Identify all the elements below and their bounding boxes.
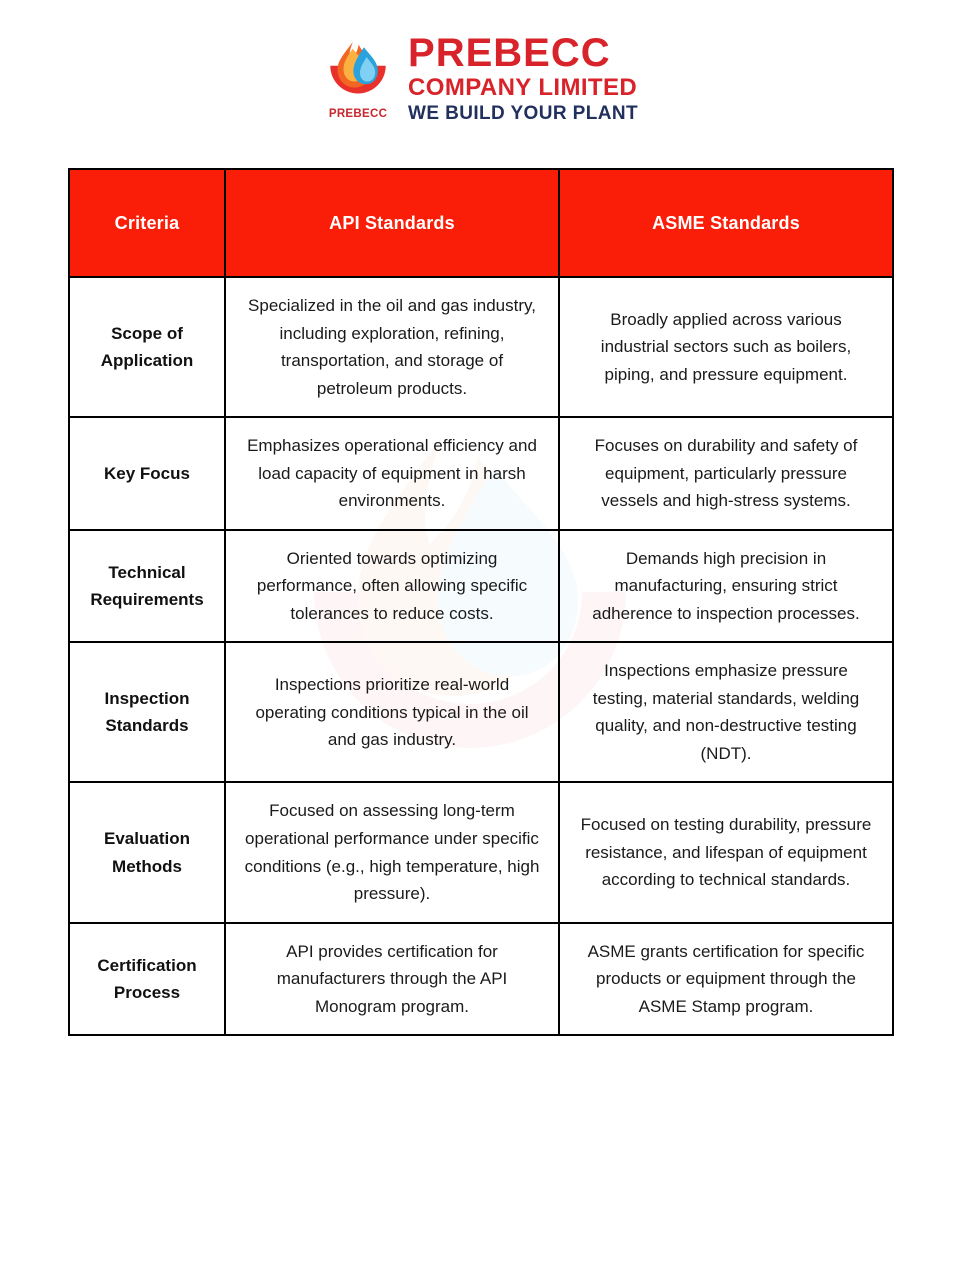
row-criteria-label: Evaluation Methods bbox=[69, 782, 225, 922]
row-asme-value: Focused on testing durability, pressure resistance, and lifespan of equipment according to technical standards. bbox=[559, 782, 893, 922]
table-row bbox=[69, 417, 893, 530]
table-header-row bbox=[69, 169, 893, 277]
logo-mark-caption: PREBECC bbox=[328, 108, 388, 120]
flame-droplet-icon bbox=[322, 40, 394, 120]
row-criteria-label: Certification Process bbox=[69, 923, 225, 1036]
row-api-value: Focused on assessing long-term operational performance under specific conditions (e.g., high temperature, high pressure). bbox=[225, 782, 559, 922]
row-criteria-label: Scope of Application bbox=[69, 277, 225, 417]
row-api-value: API provides certification for manufacturers through the API Monogram program. bbox=[225, 923, 559, 1036]
table-body bbox=[69, 277, 893, 1035]
api-vs-asme-comparison-table bbox=[68, 168, 894, 1036]
row-api-value: Emphasizes operational efficiency and load capacity of equipment in harsh environments. bbox=[225, 417, 559, 530]
brand-tagline: WE BUILD YOUR PLANT bbox=[408, 103, 638, 125]
row-api-value: Oriented towards optimizing performance, often allowing specific tolerances to reduce costs. bbox=[225, 530, 559, 643]
row-asme-value: Demands high precision in manufacturing, ensuring strict adherence to inspection processes. bbox=[559, 530, 893, 643]
table-row bbox=[69, 277, 893, 417]
row-criteria-label: Technical Requirements bbox=[69, 530, 225, 643]
row-criteria-label: Key Focus bbox=[69, 417, 225, 530]
brand-name: PREBECC bbox=[408, 30, 611, 75]
row-api-value: Inspections prioritize real-world operating conditions typical in the oil and gas industry. bbox=[225, 642, 559, 782]
row-api-value: Specialized in the oil and gas industry, including exploration, refining, transportation, and storage of petroleum products. bbox=[225, 277, 559, 417]
brand-header bbox=[0, 0, 960, 160]
column-header-api-standards: API Standards bbox=[225, 169, 559, 277]
logo-lockup bbox=[322, 30, 638, 127]
table-row bbox=[69, 923, 893, 1036]
column-header-asme-standards: ASME Standards bbox=[559, 169, 893, 277]
comparison-table-wrapper bbox=[68, 168, 892, 1036]
brand-subtitle: COMPANY LIMITED bbox=[408, 74, 638, 102]
row-asme-value: Broadly applied across various industrial sectors such as boilers, piping, and pressure equipment. bbox=[559, 277, 893, 417]
table-row bbox=[69, 642, 893, 782]
wordmark bbox=[408, 30, 638, 127]
row-asme-value: ASME grants certification for specific products or equipment through the ASME Stamp program. bbox=[559, 923, 893, 1036]
table-header bbox=[69, 169, 893, 277]
row-asme-value: Focuses on durability and safety of equipment, particularly pressure vessels and high-stress systems. bbox=[559, 417, 893, 530]
table-row bbox=[69, 530, 893, 643]
column-header-criteria: Criteria bbox=[69, 169, 225, 277]
row-criteria-label: Inspection Standards bbox=[69, 642, 225, 782]
table-row bbox=[69, 782, 893, 922]
row-asme-value: Inspections emphasize pressure testing, material standards, welding quality, and non-destructive testing (NDT). bbox=[559, 642, 893, 782]
